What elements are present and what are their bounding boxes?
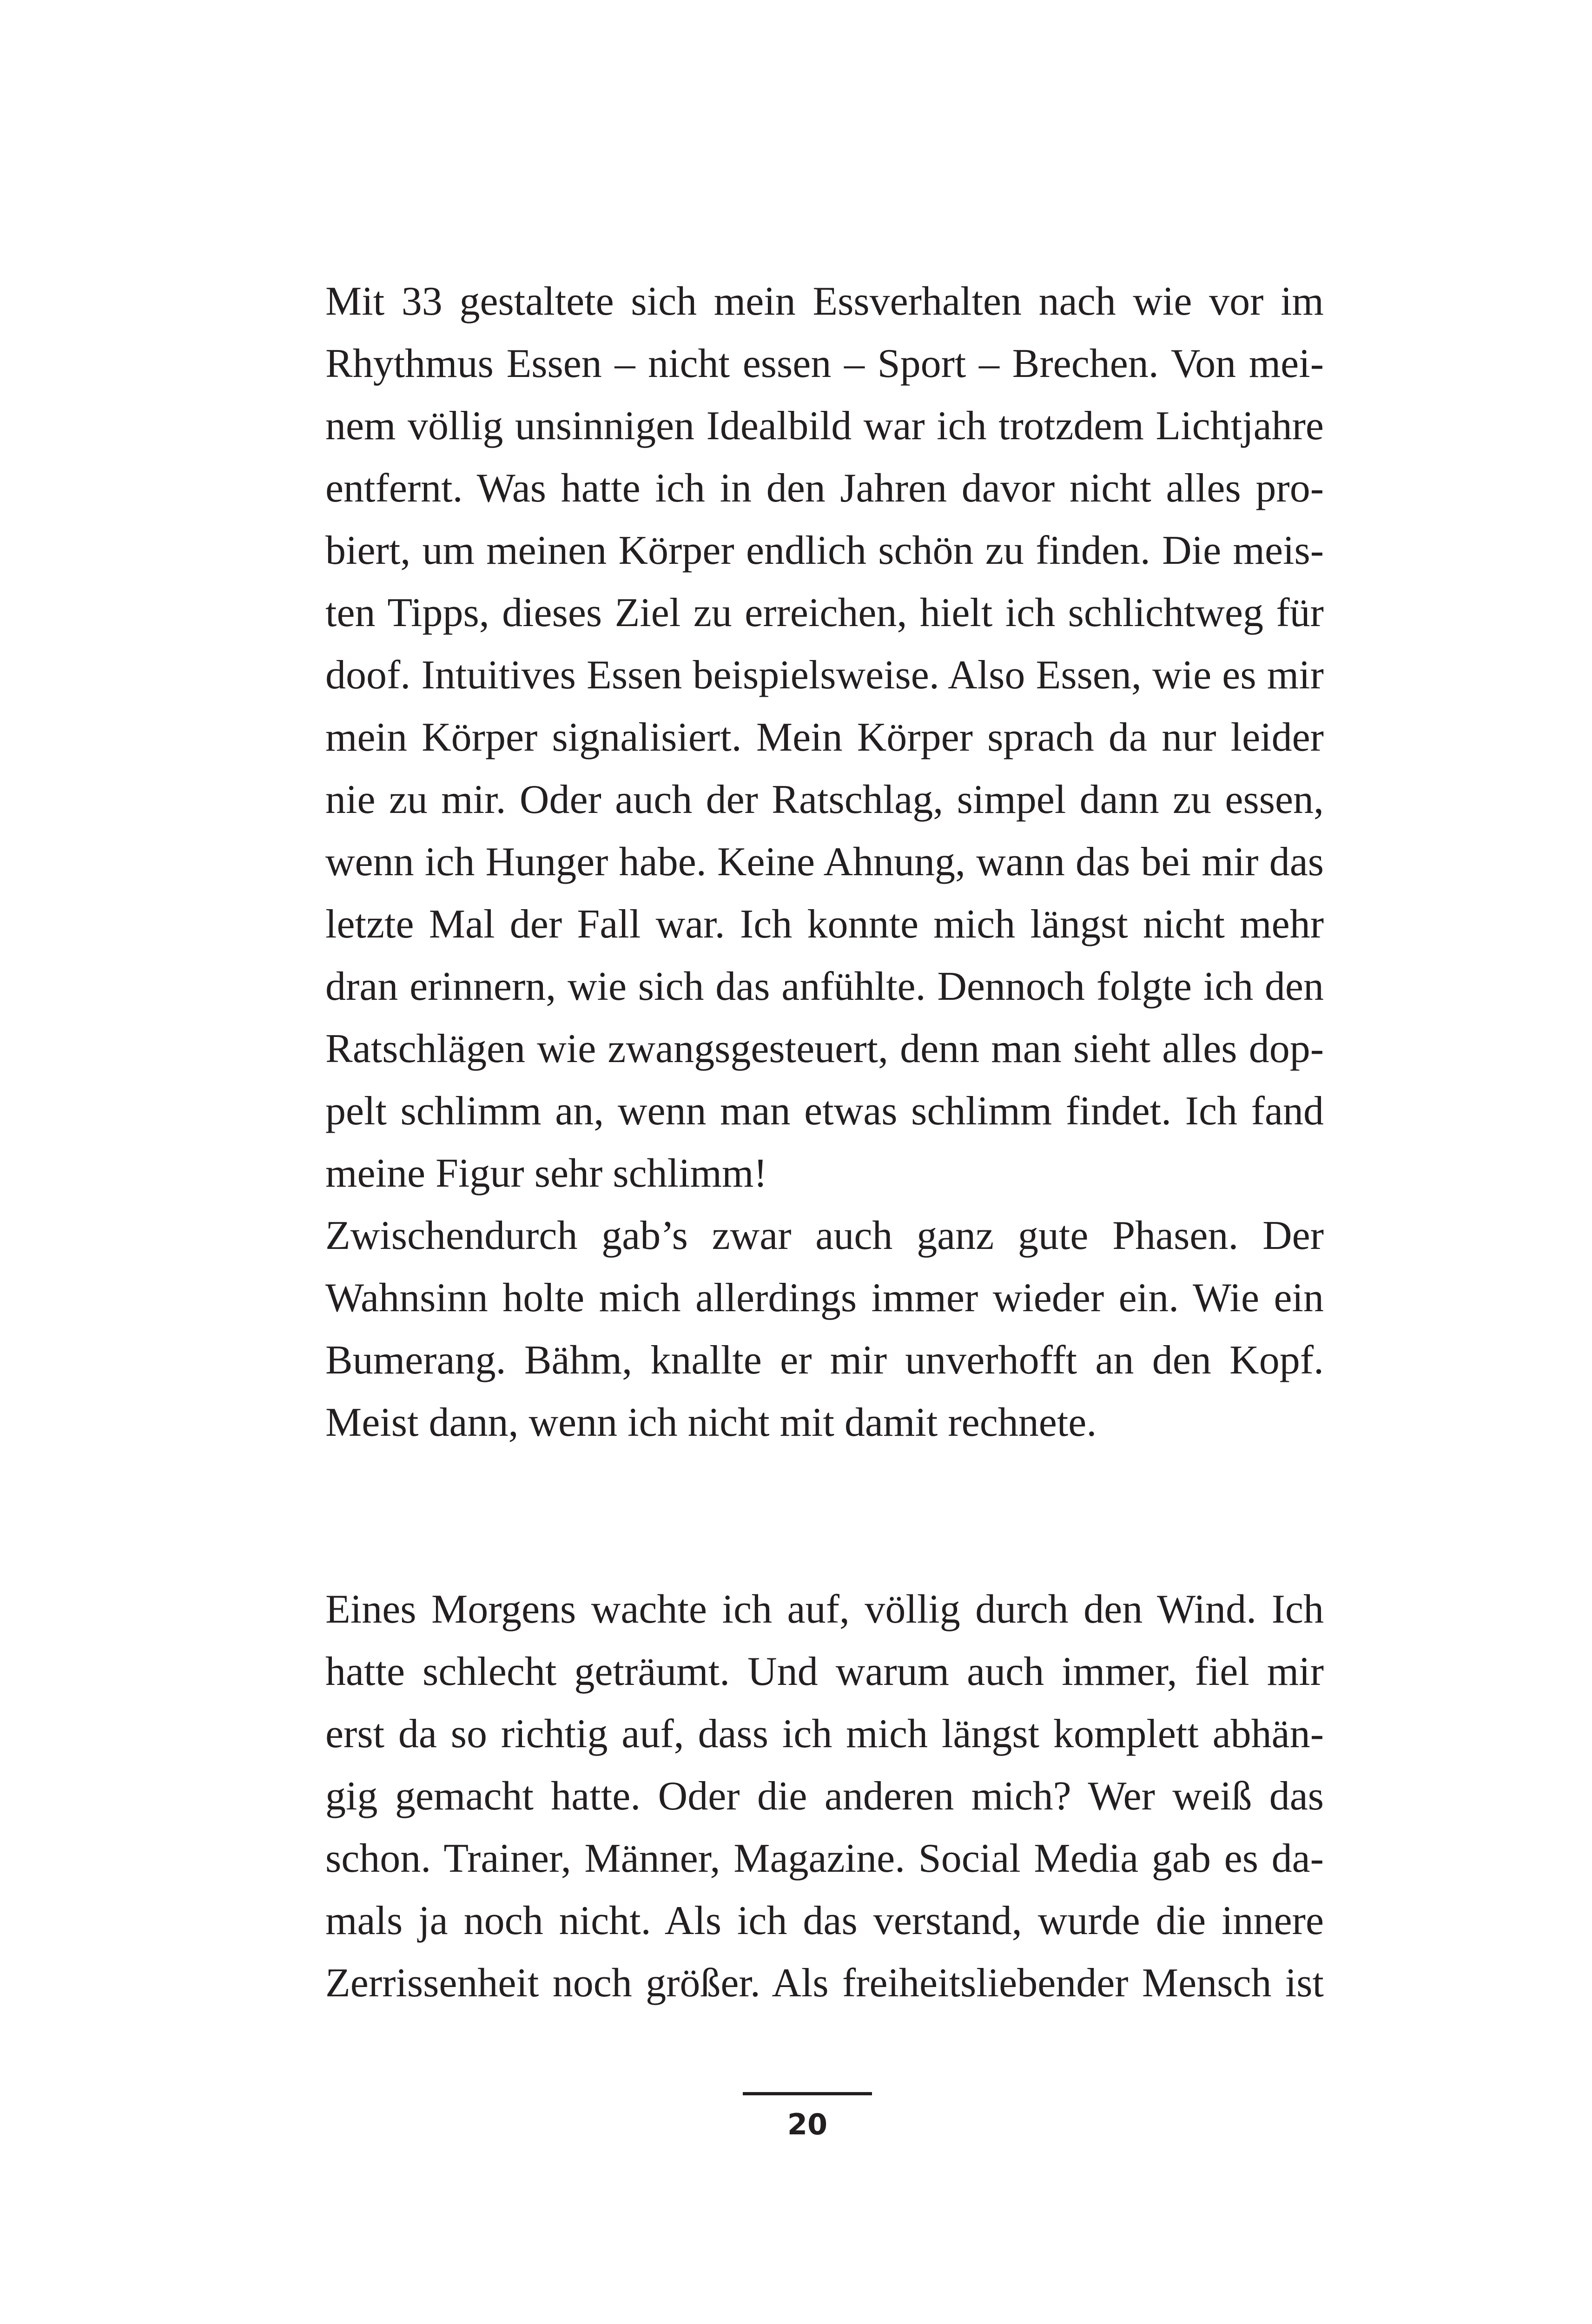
text-line: Rhythmus Essen – nicht essen – Sport – Brechen. Von mei- bbox=[325, 341, 1324, 386]
text-line: pelt schlimm an, wenn man etwas schlimm findet. Ich fand bbox=[325, 1089, 1324, 1134]
text-line: biert, um meinen Körper endlich schön zu finden. Die meis- bbox=[325, 528, 1324, 573]
text-block-2 bbox=[325, 1578, 1324, 2014]
text-line: mein Körper signalisiert. Mein Körper sprach da nur leider bbox=[325, 715, 1324, 760]
text-line: gig gemacht hatte. Oder die anderen mich? Wer weiß das bbox=[325, 1774, 1324, 1819]
page-number: 20 bbox=[787, 2107, 828, 2141]
text-block-1 bbox=[325, 271, 1324, 1454]
text-line: letzte Mal der Fall war. Ich konnte mich längst nicht mehr bbox=[325, 902, 1324, 947]
text-line: Ratschlägen wie zwangsgesteuert, denn man sieht alles dop- bbox=[325, 1026, 1324, 1071]
text-line: Zerrissenheit noch größer. Als freiheitsliebender Mensch ist bbox=[325, 1961, 1324, 2006]
text-line: Wahnsinn holte mich allerdings immer wieder ein. Wie ein bbox=[325, 1275, 1324, 1320]
text-line: erst da so richtig auf, dass ich mich längst komplett abhän- bbox=[325, 1711, 1324, 1756]
text-line: nem völlig unsinnigen Idealbild war ich trotzdem Lichtjahre bbox=[325, 403, 1324, 449]
text-line: ten Tipps, dieses Ziel zu erreichen, hielt ich schlichtweg für bbox=[325, 590, 1324, 635]
text-line: nie zu mir. Oder auch der Ratschlag, simpel dann zu essen, bbox=[325, 777, 1324, 822]
text-line: schon. Trainer, Männer, Magazine. Social Media gab es da- bbox=[325, 1836, 1324, 1881]
text-line: mals ja noch nicht. Als ich das verstand, wurde die innere bbox=[325, 1898, 1324, 1943]
text-line: Bumerang. Bähm, knallte er mir unverhofft an den Kopf. bbox=[325, 1338, 1324, 1383]
text-line: wenn ich Hunger habe. Keine Ahnung, wann das bei mir das bbox=[325, 839, 1324, 885]
text-line: Mit 33 gestaltete sich mein Essverhalten nach wie vor im bbox=[325, 279, 1324, 324]
text-line: hatte schlecht geträumt. Und warum auch immer, fiel mir bbox=[325, 1649, 1324, 1694]
text-line: Zwischendurch gab’s zwar auch ganz gute Phasen. Der bbox=[325, 1213, 1324, 1258]
text-line: entfernt. Was hatte ich in den Jahren davor nicht alles pro- bbox=[325, 466, 1324, 511]
text-line: Meist dann, wenn ich nicht mit damit rechnete. bbox=[325, 1400, 1097, 1445]
text-line: meine Figur sehr schlimm! bbox=[325, 1151, 767, 1196]
text-line: doof. Intuitives Essen beispielsweise. Also Essen, wie es mir bbox=[325, 653, 1324, 698]
footer-rule bbox=[743, 2092, 872, 2095]
text-line: Eines Morgens wachte ich auf, völlig durch den Wind. Ich bbox=[325, 1587, 1324, 1632]
text-line: dran erinnern, wie sich das anfühlte. Dennoch folgte ich den bbox=[325, 964, 1324, 1009]
